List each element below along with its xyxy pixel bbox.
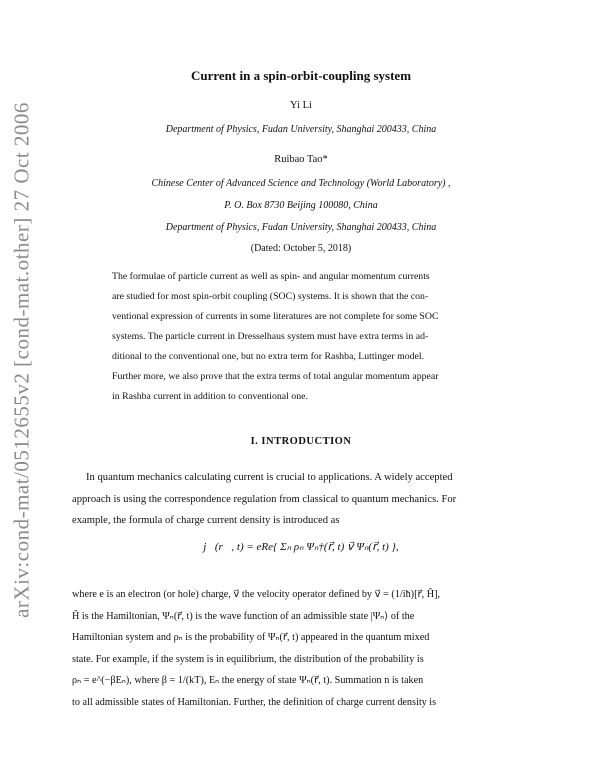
author-1-affiliation: Department of Physics, Fudan University, Shanghai 200433, China	[165, 124, 437, 135]
body-line: Hamiltonian system and ρₙ is the probability of Ψₙ(r⃗, t) appeared in the quantum mixed	[72, 632, 430, 643]
section-heading: I. INTRODUCTION	[250, 436, 352, 447]
intro-paragraph	[72, 467, 530, 532]
abstract-line: ditional to the conventional one, but no extra term for Rashba, Luttinger model.	[112, 351, 425, 362]
dated-line: (Dated: October 5, 2018)	[250, 243, 352, 254]
arxiv-sidebar	[0, 0, 44, 776]
author-2-name: Ruibao Tao*	[274, 154, 328, 165]
body-line: approach is using the correspondence regulation from classical to quantum mechanics. For	[72, 493, 457, 505]
author-2-affiliation-1: Chinese Center of Advanced Science and Technology (World Laboratory) ,	[151, 178, 451, 189]
author-2-affiliation-3: Department of Physics, Fudan University, Shanghai 200433, China	[165, 222, 437, 233]
explanation-paragraph	[72, 584, 530, 713]
body-line: example, the formula of charge current density is introduced as	[72, 515, 340, 526]
abstract-line: systems. The particle current in Dresselhaus system must have extra terms in ad-	[112, 331, 429, 342]
arxiv-identifier: arXiv:cond-mat/0512655v2 [cond-mat.other] 27 Oct 2006	[9, 102, 34, 618]
paper-title: Current in a spin-orbit-coupling system	[190, 68, 412, 83]
abstract-line: ventional expression of currents in some literatures are not complete for some SOC	[112, 311, 439, 322]
abstract-line: are studied for most spin-orbit coupling (SOC) systems. It is shown that the con-	[112, 291, 429, 302]
abstract-line: The formulae of particle current as well as spin- and angular momentum currents	[112, 271, 430, 282]
equation-charge-current: j⃗(r⃗, t) = eRe{ Σₙ ρₙ Ψₙ†(r⃗, t) v⃗ Ψₙ(r⃗, t) },	[203, 541, 399, 553]
abstract	[112, 267, 490, 407]
author-1-name: Yi Li	[290, 100, 312, 111]
body-line: ρₙ = e^(−βEₙ), where β = 1/(kT), Eₙ the energy of state Ψₙ(r⃗, t). Summation n is taken	[72, 675, 424, 686]
abstract-line: in Rashba current in addition to conventional one.	[112, 391, 308, 402]
author-2-affiliation-2: P. O. Box 8730 Beijing 100080, China	[224, 200, 378, 211]
abstract-line: Further more, we also prove that the extra terms of total angular momentum appear	[112, 371, 439, 382]
body-line: to all admissible states of Hamiltonian. Further, the definition of charge current density is	[72, 696, 437, 708]
body-line: where e is an electron (or hole) charge, v⃗ the velocity operator defined by v⃗ = (1/iħ)[r⃗, Ĥ],	[72, 589, 441, 600]
body-line: In quantum mechanics calculating current is crucial to applications. A widely accepted	[86, 472, 453, 483]
body-line: Ĥ is the Hamiltonian, Ψₙ(r⃗, t) is the wave function of an admissible state |Ψₙ⟩ of the	[72, 610, 415, 622]
body-line: state. For example, if the system is in equilibrium, the distribution of the probability is	[72, 653, 424, 665]
